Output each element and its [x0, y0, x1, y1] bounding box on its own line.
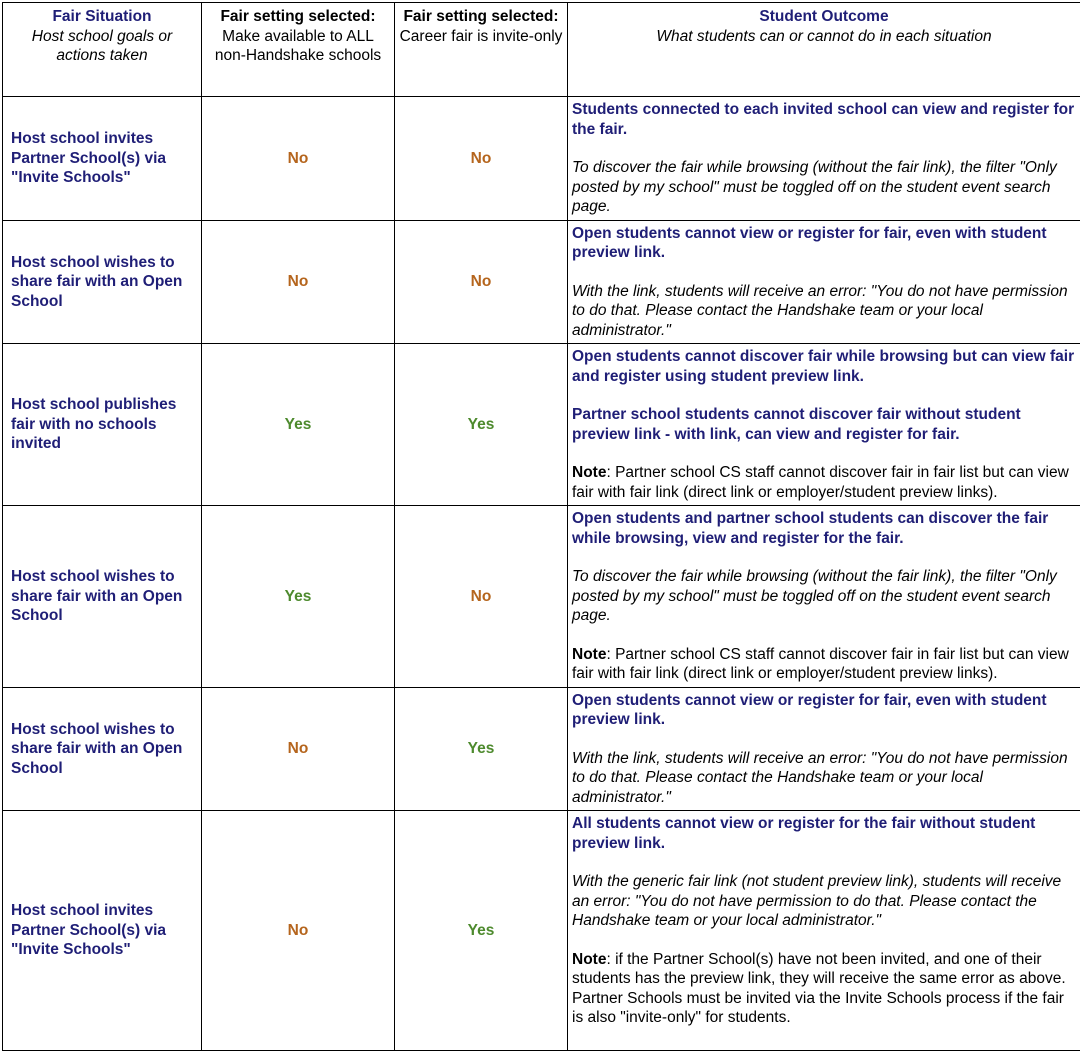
- outcome-bold: Open students cannot view or register for fair, even with student preview link.: [572, 224, 1076, 263]
- outcome-bold: Open students cannot view or register for fair, even with student preview link.: [572, 691, 1076, 730]
- header-student-outcome-title: Student Outcome: [572, 7, 1076, 27]
- header-all-schools-subtitle: Make available to ALL non-Handshake schools: [206, 27, 390, 66]
- outcome-italic: To discover the fair while browsing (without the fair link), the filter "Only posted by my school" must be toggled off on the student event search page.: [572, 567, 1076, 626]
- situation-cell: Host school wishes to share fair with an Open School: [3, 506, 202, 688]
- invite-only-value: No: [395, 506, 568, 688]
- invite-only-value: Yes: [395, 687, 568, 811]
- situation-cell: Host school wishes to share fair with an Open School: [3, 687, 202, 811]
- situation-cell: Host school wishes to share fair with an Open School: [3, 220, 202, 344]
- all-schools-value: No: [202, 220, 395, 344]
- header-student-outcome-subtitle: What students can or cannot do in each situation: [572, 27, 1076, 47]
- note-text: : if the Partner School(s) have not been invited, and one of their students has the preview link, they will receive the same error as above.: [572, 951, 1066, 988]
- header-fair-situation-title: Fair Situation: [7, 7, 197, 27]
- all-schools-value: Yes: [202, 344, 395, 506]
- outcome-cell: [568, 687, 1080, 811]
- header-student-outcome: [568, 3, 1080, 97]
- note-label: Note: [572, 464, 606, 481]
- header-all-schools: [202, 3, 395, 97]
- table-row: [3, 506, 1080, 688]
- header-fair-situation: [3, 3, 202, 97]
- outcome-bold: All students cannot view or register for the fair without student preview link.: [572, 814, 1076, 853]
- table-row: [3, 220, 1080, 344]
- table-row: [3, 687, 1080, 811]
- outcome-cell: [568, 220, 1080, 344]
- header-invite-only-title: Fair setting selected:: [399, 7, 563, 27]
- header-fair-situation-subtitle: Host school goals or actions taken: [7, 27, 197, 66]
- outcome-cell: [568, 344, 1080, 506]
- note-text: : Partner school CS staff cannot discover fair in fair list but can view fair with fair link (direct link or employer/student preview links).: [572, 464, 1069, 501]
- outcome-cell: [568, 97, 1080, 221]
- invite-only-value: No: [395, 97, 568, 221]
- outcome-italic: To discover the fair while browsing (without the fair link), the filter "Only posted by my school" must be toggled off on the student event search page.: [572, 158, 1076, 217]
- invite-only-value: Yes: [395, 811, 568, 1051]
- table-row: [3, 811, 1080, 1051]
- note-label: Note: [572, 951, 606, 968]
- outcome-bold: Students connected to each invited school can view and register for the fair.: [572, 100, 1076, 139]
- header-all-schools-title: Fair setting selected:: [206, 7, 390, 27]
- header-invite-only: [395, 3, 568, 97]
- invite-only-value: Yes: [395, 344, 568, 506]
- outcome-bold: Open students cannot discover fair while browsing but can view fair and register using student preview link.: [572, 347, 1076, 386]
- outcome-bold-secondary: Partner school students cannot discover fair without student preview link - with link, can view and register for fair.: [572, 405, 1076, 444]
- note-label: Note: [572, 646, 606, 663]
- all-schools-value: No: [202, 811, 395, 1051]
- outcome-bold: Open students and partner school students can discover the fair while browsing, view and register for the fair.: [572, 509, 1076, 548]
- table-row: [3, 97, 1080, 221]
- situation-cell: Host school publishes fair with no schools invited: [3, 344, 202, 506]
- note-text: : Partner school CS staff cannot discover fair in fair list but can view fair with fair link (direct link or employer/student preview links).: [572, 646, 1069, 683]
- all-schools-value: No: [202, 687, 395, 811]
- outcome-cell: [568, 811, 1080, 1051]
- invite-only-value: No: [395, 220, 568, 344]
- fair-settings-table: [2, 2, 1080, 1051]
- outcome-italic: With the link, students will receive an error: "You do not have permission to do that. Please contact the Handshake team or your local administrator.": [572, 282, 1076, 341]
- outcome-note: [572, 463, 1076, 502]
- all-schools-value: Yes: [202, 506, 395, 688]
- outcome-cell: [568, 506, 1080, 688]
- outcome-note-extra: Partner Schools must be invited via the Invite Schools process if the fair is also "invite-only" for students.: [572, 989, 1076, 1028]
- all-schools-value: No: [202, 97, 395, 221]
- outcome-note: [572, 950, 1076, 989]
- situation-cell: Host school invites Partner School(s) via "Invite Schools": [3, 811, 202, 1051]
- outcome-italic: With the generic fair link (not student preview link), students will receive an error: "You do not have permission to do that. Please contact the Handshake team or your local administrator.": [572, 872, 1076, 931]
- outcome-note: [572, 645, 1076, 684]
- table-row: [3, 344, 1080, 506]
- situation-cell: Host school invites Partner School(s) via "Invite Schools": [3, 97, 202, 221]
- outcome-italic: With the link, students will receive an error: "You do not have permission to do that. Please contact the Handshake team or your local administrator.": [572, 749, 1076, 808]
- header-invite-only-subtitle: Career fair is invite-only: [399, 27, 563, 47]
- header-row: [3, 3, 1080, 97]
